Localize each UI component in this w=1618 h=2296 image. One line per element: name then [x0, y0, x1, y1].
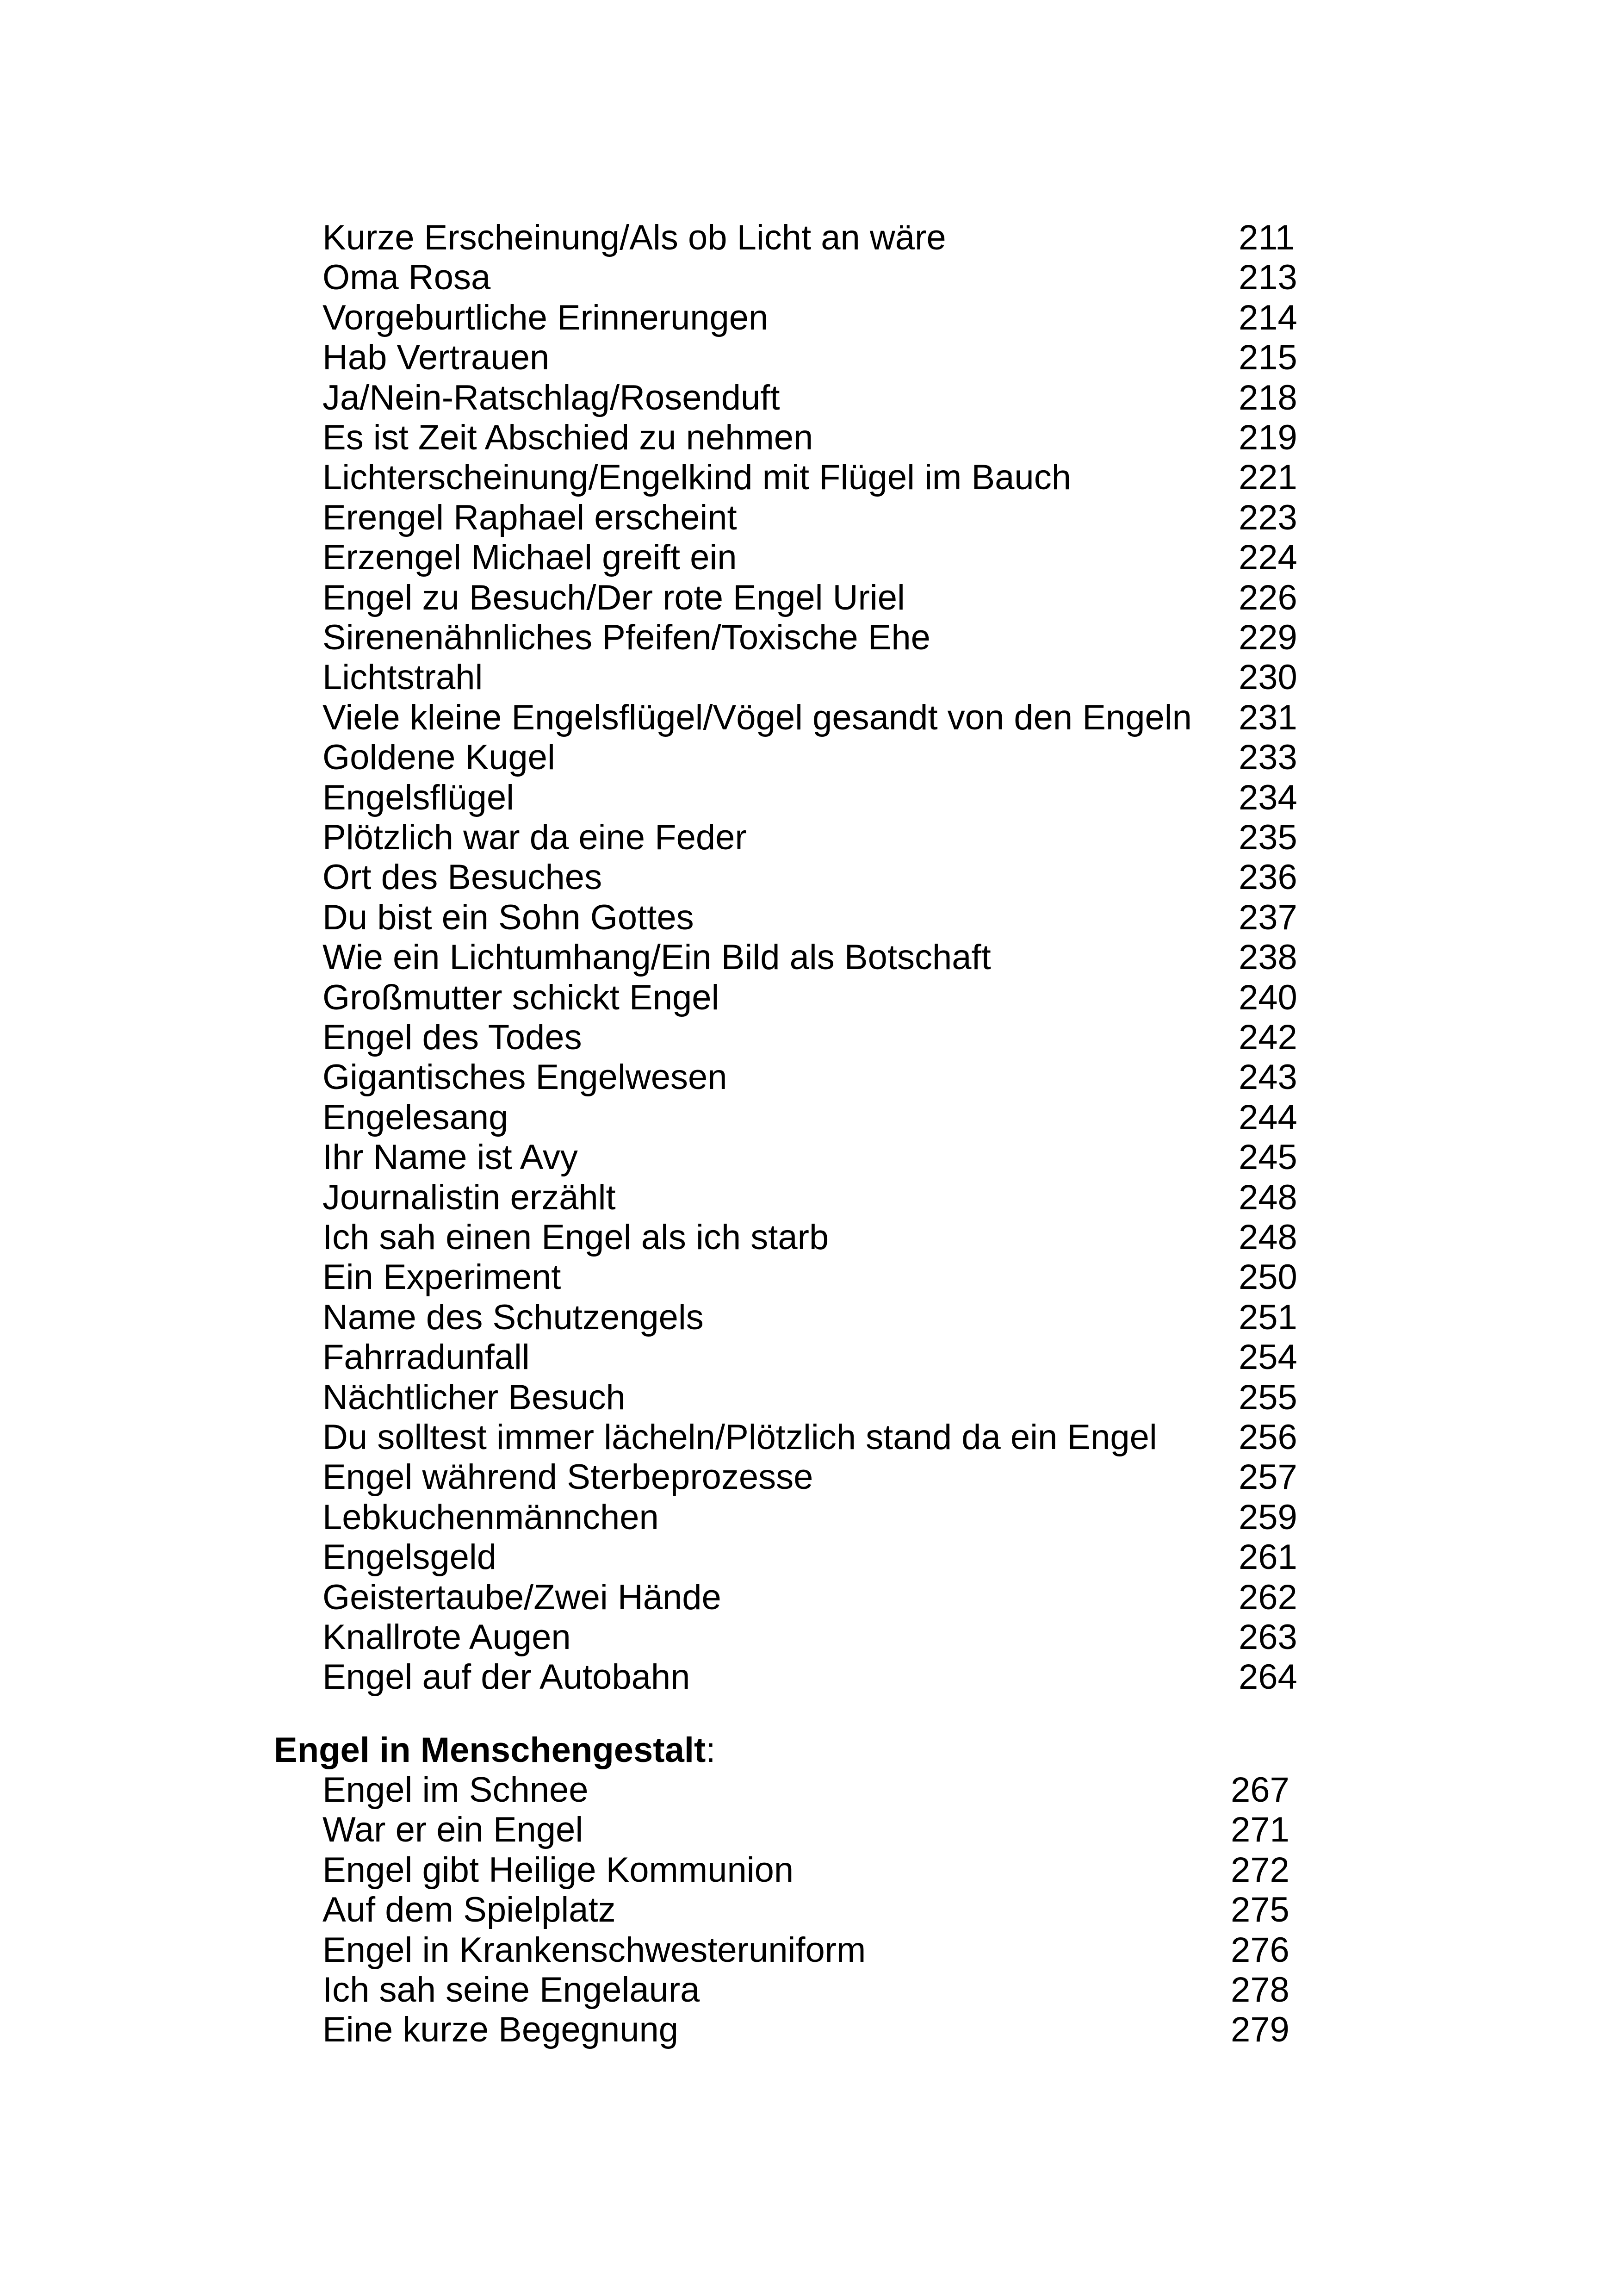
toc-entry-page-number: 259 [1239, 1497, 1297, 1537]
toc-entry-title: Ich sah einen Engel als ich starb [322, 1218, 829, 1257]
toc-entry-title: Fahrradunfall [322, 1338, 530, 1377]
toc-entry-page-number: 213 [1239, 258, 1297, 298]
toc-entry-page-number: 214 [1239, 298, 1297, 337]
toc-entry-title: Großmutter schickt Engel [322, 977, 719, 1017]
toc-entry-title: Goldene Kugel [322, 738, 555, 778]
toc-entry-page-number: 248 [1239, 1218, 1297, 1257]
toc-entry-page-number: 276 [1231, 1930, 1289, 1970]
toc-entry-page-number: 257 [1239, 1457, 1297, 1497]
toc-entry-title: Eine kurze Begegnung [322, 2010, 679, 2050]
toc-entry-title: Ort des Besuches [322, 858, 602, 897]
toc-entry-title: Name des Schutzengels [322, 1297, 704, 1337]
toc-entry-page-number: 226 [1239, 578, 1297, 617]
toc-entry-title: Kurze Erscheinung/Als ob Licht an wäre [322, 218, 946, 257]
toc-entry-page-number: 267 [1231, 1770, 1289, 1810]
toc-entry-page-number: 215 [1239, 338, 1297, 378]
toc-entry-title: Nächtlicher Besuch [322, 1377, 626, 1417]
toc-entry-page-number: 223 [1239, 498, 1297, 537]
toc-entry-title: Du bist ein Sohn Gottes [322, 897, 694, 937]
toc-entry-page-number: 255 [1239, 1377, 1297, 1417]
toc-entry-title: Engel zu Besuch/Der rote Engel Uriel [322, 578, 905, 617]
toc-entry-title: Erengel Raphael erscheint [322, 498, 737, 537]
toc-entry-title: Ja/Nein-Ratschlag/Rosenduft [322, 378, 780, 417]
toc-entry-page-number: 262 [1239, 1577, 1297, 1617]
toc-entry-page-number: 256 [1239, 1418, 1297, 1457]
toc-entry-title: Du solltest immer lächeln/Plötzlich stand da ein Engel [322, 1418, 1157, 1457]
toc-entry-page-number: 263 [1239, 1618, 1297, 1657]
toc-entry-page-number: 240 [1239, 977, 1297, 1017]
toc-entry-page-number: 278 [1231, 1970, 1289, 2010]
toc-entry-title: Es ist Zeit Abschied zu nehmen [322, 418, 813, 457]
toc-entry-page-number: 261 [1239, 1537, 1297, 1577]
toc-entry-title: Engelsflügel [322, 778, 515, 817]
toc-entry-page-number: 235 [1239, 818, 1297, 857]
toc-entry-title: Knallrote Augen [322, 1618, 571, 1657]
toc-entry-title: Ein Experiment [322, 1257, 561, 1297]
toc-entry-title: Lebkuchenmännchen [322, 1497, 659, 1537]
toc-entry-page-number: 279 [1231, 2010, 1289, 2050]
toc-entry-page-number: 251 [1239, 1297, 1297, 1337]
toc-entry-title: Viele kleine Engelsflügel/Vögel gesandt von den Engeln [322, 697, 1192, 737]
toc-entry-page-number: 236 [1239, 858, 1297, 897]
toc-entry-page-number: 264 [1239, 1657, 1297, 1697]
toc-entry-title: Engel des Todes [322, 1018, 582, 1057]
toc-entry-page-number: 221 [1239, 458, 1297, 498]
toc-entry-page-number: 272 [1231, 1850, 1289, 1890]
toc-entry-title: Engel in Krankenschwesteruniform [322, 1930, 866, 1970]
toc-entry-title: Auf dem Spielplatz [322, 1890, 616, 1930]
toc-entry-page-number: 254 [1239, 1338, 1297, 1377]
toc-entry-title: Sirenenähnliches Pfeifen/Toxische Ehe [322, 618, 930, 657]
toc-entry-page-number: 244 [1239, 1097, 1297, 1137]
toc-entry-title: Geistertaube/Zwei Hände [322, 1577, 721, 1617]
toc-entry-page-number: 224 [1239, 538, 1297, 578]
toc-entry-title: Ich sah seine Engelaura [322, 1970, 700, 2010]
toc-entry-title: Lichterscheinung/Engelkind mit Flügel im Bauch [322, 458, 1071, 498]
toc-entry-page-number: 229 [1239, 618, 1297, 657]
toc-entry-page-number: 248 [1239, 1177, 1297, 1217]
section-heading-colon: : [706, 1730, 716, 1770]
toc-entry-page-number: 243 [1239, 1058, 1297, 1097]
section-heading [274, 1730, 715, 1770]
toc-entry-title: Wie ein Lichtumhang/Ein Bild als Botschaft [322, 938, 991, 977]
toc-entry-title: Engel im Schnee [322, 1770, 589, 1810]
toc-entry-page-number: 218 [1239, 378, 1297, 417]
toc-entry-page-number: 211 [1239, 218, 1295, 257]
toc-entry-page-number: 219 [1239, 418, 1297, 457]
toc-entry-title: Engelsgeld [322, 1537, 497, 1577]
toc-entry-page-number: 237 [1239, 897, 1297, 937]
toc-entry-title: Lichtstrahl [322, 658, 483, 697]
toc-entry-title: Plötzlich war da eine Feder [322, 818, 747, 857]
toc-entry-page-number: 275 [1231, 1890, 1289, 1930]
toc-entry-page-number: 245 [1239, 1138, 1297, 1177]
toc-entry-title: Vorgeburtliche Erinnerungen [322, 298, 769, 337]
toc-entry-title: War er ein Engel [322, 1810, 583, 1850]
toc-entry-title: Erzengel Michael greift ein [322, 538, 737, 578]
toc-entry-page-number: 271 [1231, 1810, 1289, 1850]
toc-entry-page-number: 233 [1239, 738, 1297, 778]
toc-entry-title: Engel auf der Autobahn [322, 1657, 690, 1697]
section-heading-text: Engel in Menschengestalt [274, 1730, 706, 1770]
toc-entry-title: Oma Rosa [322, 258, 491, 298]
toc-entry-page-number: 230 [1239, 658, 1297, 697]
toc-entry-title: Gigantisches Engelwesen [322, 1058, 727, 1097]
toc-entry-title: Hab Vertrauen [322, 338, 550, 378]
toc-entry-title: Journalistin erzählt [322, 1177, 616, 1217]
toc-entry-title: Engel während Sterbeprozesse [322, 1457, 813, 1497]
toc-entry-page-number: 234 [1239, 778, 1297, 817]
toc-entry-page-number: 231 [1239, 697, 1297, 737]
toc-entry-title: Engelesang [322, 1097, 508, 1137]
toc-entry-page-number: 238 [1239, 938, 1297, 977]
toc-entry-title: Engel gibt Heilige Kommunion [322, 1850, 794, 1890]
toc-entry-title: Ihr Name ist Avy [322, 1138, 578, 1177]
toc-entry-page-number: 250 [1239, 1257, 1297, 1297]
toc-entry-page-number: 242 [1239, 1018, 1297, 1057]
